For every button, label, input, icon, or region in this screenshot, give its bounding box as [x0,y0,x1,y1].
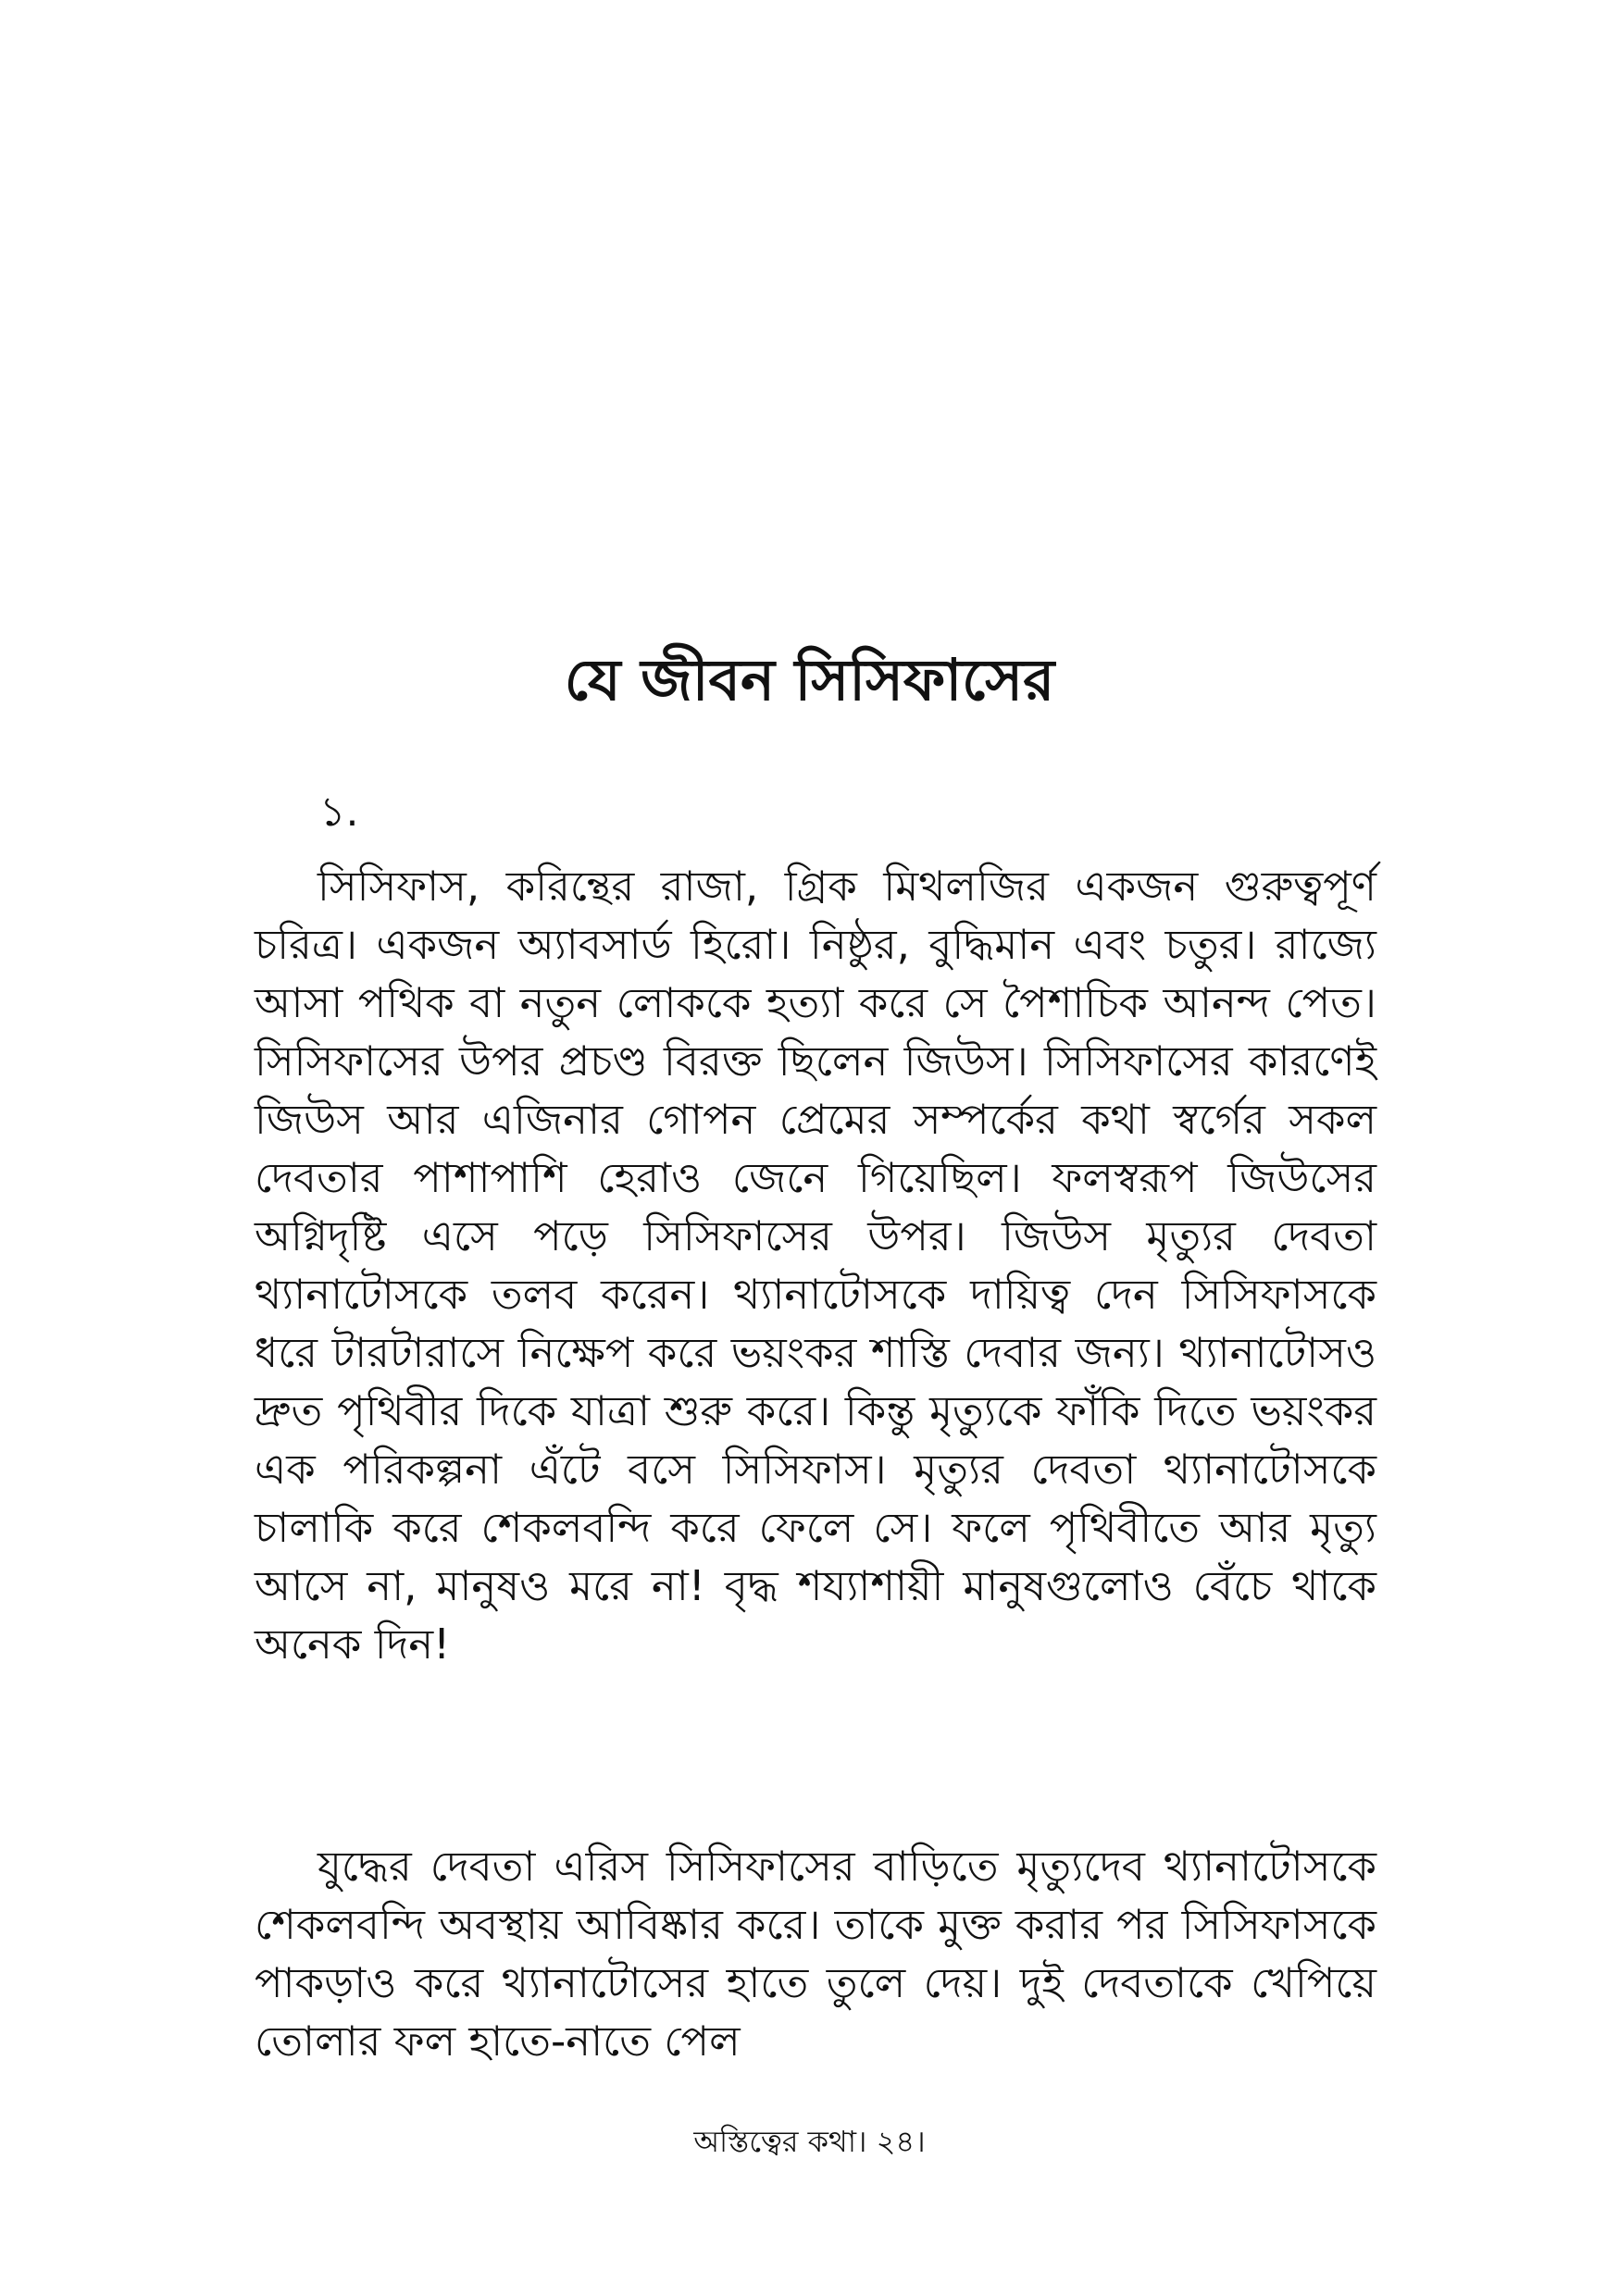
section-number: ১. [319,788,359,836]
body-paragraph-1 [255,857,1376,1673]
paragraph-text: যুদ্ধের দেবতা এরিস সিসিফাসের বাড়িতে মৃত্যুদেব থ্যানাটোসকে শেকলবন্দি অবস্থায় আবিষ্কার করে। তাকে মুক্ত করার পর সিসিফাসকে পাকড়াও করে থ্যানাটোসের হাতে তুলে দেয়। দুই দেবতাকে খেপিয়ে তোলার ফল হাতে-নাতে পেল [255,1842,1376,2066]
body-paragraph-2 [255,1837,1376,2070]
paragraph-text: সিসিফাস, করিন্থের রাজা, গ্রিক মিথলজির একজন গুরুত্বপূর্ণ চরিত্র। একজন অ্যাবসার্ড হিরো। নিষ্ঠুর, বুদ্ধিমান এবং চতুর। রাজ্যে আসা পথিক বা নতুন লোককে হত্যা করে সে পৈশাচিক আনন্দ পেত। সিসিফাসের উপর প্রচণ্ড বিরক্ত ছিলেন জিউস। সিসিফাসের কারণেই জিউস আর এজিনার গোপন প্রেমের সম্পর্কের কথা স্বর্গের সকল দেবতার পাশাপাশি হেরাও জেনে গিয়েছিল। ফলস্বরূপ জিউসের অগ্নিদৃষ্টি এসে পড়ে সিসিফাসের উপর। জিউস মৃত্যুর দেবতা থ্যানাটোসকে তলব করেন। থ্যানাটোসকে দায়িত্ব দেন সিসিফাসকে ধরে টারটারাসে নিক্ষেপ করে ভয়ংকর শাস্তি দেবার জন্য। থ্যানাটোসও দ্রুত পৃথিবীর দিকে যাত্রা শুরু করে। কিন্তু মৃত্যুকে ফাঁকি দিতে ভয়ংকর এক পরিকল্পনা এঁটে বসে সিসিফাস। মৃত্যুর দেবতা থ্যানাটোসকে চালাকি করে শেকলবন্দি করে ফেলে সে। ফলে পৃথিবীতে আর মৃত্যু আসে না, মানুষও মরে না! বৃদ্ধ শয্যাশায়ী মানুষগুলোও বেঁচে থাকে অনেক দিন! [255,862,1376,1669]
page-footer: অস্তিত্বের কথা। ২৪। [693,2124,926,2159]
chapter-title: যে জীবন সিসিফাসের [564,646,1055,714]
